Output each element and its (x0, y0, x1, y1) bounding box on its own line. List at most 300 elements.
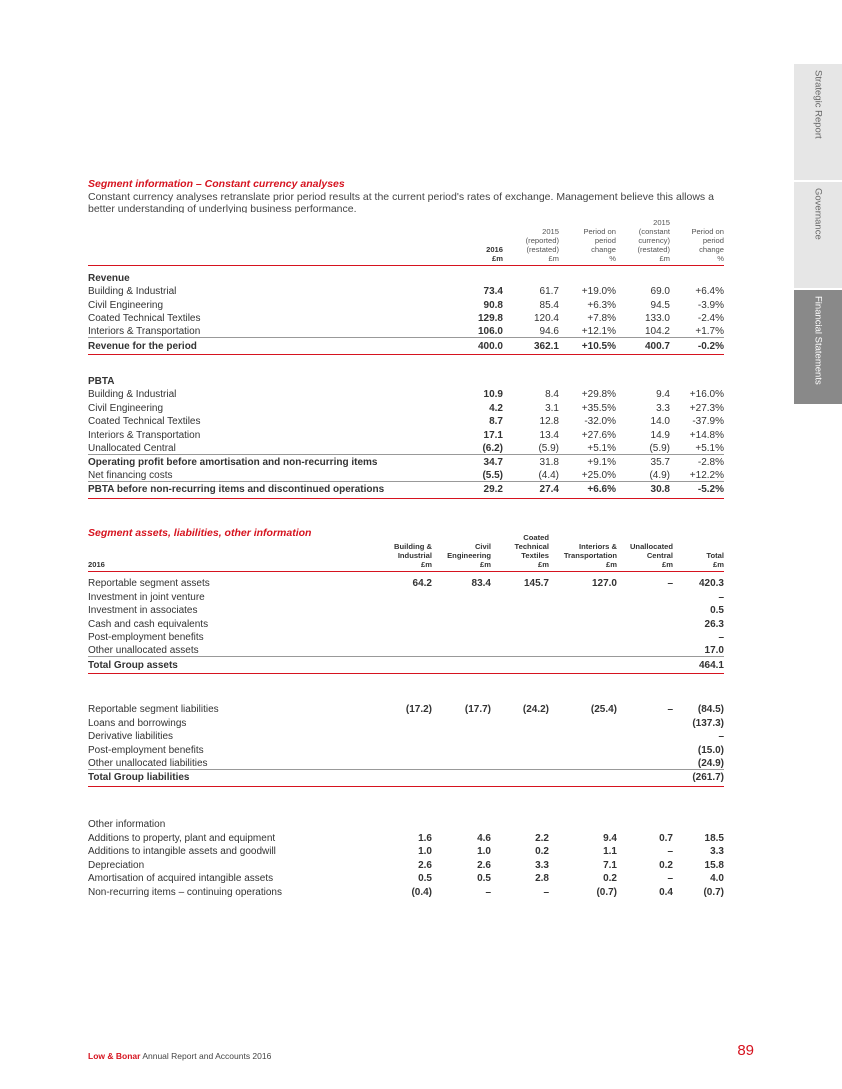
column-header (448, 218, 503, 266)
row-label: Building & Industrial (88, 286, 177, 297)
row-label: Amortisation of acquired intangible assets (88, 873, 274, 884)
revenue-heading-row (88, 266, 724, 284)
row-value: – (718, 632, 724, 643)
table-row (88, 857, 724, 871)
row-value: 4.6 (477, 832, 491, 844)
column-header-line: (restated) (526, 245, 559, 254)
row-value (491, 603, 549, 617)
row-label: Total Group liabilities (88, 769, 374, 786)
row-value: 85.4 (539, 299, 559, 311)
row-value (374, 630, 432, 644)
table-row (88, 576, 724, 590)
row-value (491, 630, 549, 644)
column-header-line: £m (492, 254, 503, 263)
column-header-line (432, 533, 491, 542)
row-value: 9.4 (603, 832, 617, 844)
row-label: Investment in joint venture (88, 591, 205, 603)
row-value: 27.4 (503, 481, 559, 498)
column-header-line: £m (606, 560, 617, 569)
column-header-line: Engineering (447, 551, 491, 560)
row-value: 420.3 (698, 578, 724, 589)
row-label: Non-recurring items – continuing operations (88, 886, 282, 898)
row-value: 64.2 (412, 578, 432, 589)
row-value: +9.1% (559, 454, 616, 468)
row-value: +12.1% (581, 326, 616, 337)
column-header (673, 533, 724, 572)
column-header (559, 218, 616, 266)
row-value: (4.4) (538, 469, 559, 481)
row-value (617, 603, 673, 617)
row-label: Cash and cash equivalents (88, 618, 209, 630)
side-tab-label: Strategic Report (812, 70, 824, 139)
row-value (491, 715, 549, 729)
spacer-cell (88, 786, 724, 800)
row-label: Operating profit before amortisation and non-recurring items (88, 454, 448, 468)
table-row (88, 589, 724, 603)
row-value: 400.7 (616, 338, 670, 355)
row-value: 61.7 (539, 286, 559, 297)
row-value: +29.8% (581, 389, 616, 400)
spacer-cell (88, 800, 724, 814)
column-header-line: Transportation (563, 551, 617, 560)
row-value: (15.0) (697, 744, 724, 756)
row-label: Civil Engineering (88, 299, 164, 311)
row-value: +6.4% (695, 286, 724, 297)
row-value: 1.0 (418, 846, 432, 857)
row-value: +16.0% (689, 389, 724, 400)
row-value: 0.5 (418, 873, 432, 884)
table-row (88, 830, 724, 844)
table-row (88, 481, 724, 498)
row-value: +7.8% (587, 313, 616, 324)
table-row (88, 441, 724, 455)
row-value: +5.1% (587, 442, 616, 454)
footer-text: Annual Report and Accounts 2016 (142, 1051, 272, 1061)
row-value: 4.2 (489, 402, 503, 414)
table-row (88, 387, 724, 401)
column-header-line (503, 218, 559, 227)
row-value: +14.8% (689, 429, 724, 441)
table-row (88, 729, 724, 743)
row-value (374, 657, 432, 674)
table-header-row (88, 533, 724, 572)
row-value (549, 630, 617, 644)
row-value (549, 769, 617, 786)
row-value: (17.7) (464, 704, 491, 715)
row-value (617, 756, 673, 770)
section-heading: Revenue (88, 272, 130, 284)
spacer-cell (88, 674, 724, 688)
row-value: 3.3 (535, 859, 549, 871)
pbta-heading-row (88, 369, 724, 387)
column-header-line (670, 218, 724, 227)
row-value: 3.1 (545, 402, 559, 414)
row-label: Depreciation (88, 859, 145, 871)
row-label: Net financing costs (88, 469, 173, 481)
row-value (491, 769, 549, 786)
page-footer (88, 1051, 271, 1061)
row-value (432, 657, 491, 674)
row-value: 94.6 (539, 326, 559, 337)
spacer-row (88, 786, 724, 800)
row-value: – (667, 873, 673, 884)
row-value (491, 643, 549, 657)
column-header-line: Technical (514, 542, 549, 551)
row-label: Revenue for the period (88, 338, 448, 355)
column-header-line (673, 533, 724, 542)
column-header-line: £m (713, 560, 724, 569)
table-row (88, 311, 724, 325)
row-value (491, 616, 549, 630)
row-value: 1.6 (418, 832, 432, 844)
row-value (549, 643, 617, 657)
row-value: 127.0 (591, 578, 617, 589)
spacer-cell (88, 688, 724, 702)
spacer-row (88, 355, 724, 369)
spacer-row (88, 674, 724, 688)
table-row (88, 871, 724, 885)
row-value (432, 616, 491, 630)
row-value: 0.7 (659, 832, 673, 844)
table-row (88, 414, 724, 428)
row-label: Reportable segment liabilities (88, 704, 219, 715)
row-value: 35.7 (616, 454, 670, 468)
row-label: Coated Technical Textiles (88, 313, 201, 324)
table-row (88, 616, 724, 630)
row-value: 4.0 (710, 873, 724, 884)
row-value: – (718, 591, 724, 603)
row-value (549, 756, 617, 770)
row-label: Building & Industrial (88, 389, 177, 400)
row-value: 1.0 (477, 846, 491, 857)
row-label: Post-employment benefits (88, 632, 204, 643)
column-header-line: Civil (474, 542, 491, 551)
row-value: 0.2 (659, 859, 673, 871)
row-value (374, 603, 432, 617)
row-value: +1.7% (695, 326, 724, 337)
column-header-line (549, 533, 617, 542)
table-row (88, 769, 724, 786)
table-row (88, 603, 724, 617)
spacer-row (88, 800, 724, 814)
row-label: Interiors & Transportation (88, 429, 201, 441)
column-header (432, 533, 491, 572)
row-value: 69.0 (650, 286, 670, 297)
row-value: +6.3% (587, 299, 616, 311)
row-value (374, 715, 432, 729)
table-row (88, 742, 724, 756)
row-value: 26.3 (704, 618, 724, 630)
row-value: 73.4 (483, 286, 503, 297)
row-value: 133.0 (644, 313, 670, 324)
column-header-line: Building & (394, 542, 432, 551)
row-value: +12.2% (689, 469, 724, 481)
row-value: 0.2 (603, 873, 617, 884)
row-value: +27.6% (581, 429, 616, 441)
column-header-line (559, 218, 616, 227)
page-number: 89 (737, 1042, 754, 1059)
column-header-line: Coated (523, 533, 549, 542)
side-tab-label: Governance (812, 188, 824, 240)
row-value: 13.4 (539, 429, 559, 441)
row-label: Reportable segment assets (88, 578, 210, 589)
column-header-line: Central (646, 551, 673, 560)
row-value: 18.5 (704, 832, 724, 844)
row-value (432, 630, 491, 644)
row-value (491, 589, 549, 603)
column-header-line (374, 533, 432, 542)
side-tab-financial-statements[interactable] (794, 290, 842, 404)
column-header-line: (restated) (637, 245, 670, 254)
row-value (374, 756, 432, 770)
row-value: 104.2 (644, 326, 670, 337)
section-heading: Other information (88, 819, 166, 830)
row-value: 7.1 (603, 859, 617, 871)
row-value: -2.4% (697, 313, 724, 324)
table-row (88, 630, 724, 644)
row-value: (0.4) (411, 886, 432, 898)
table-row (88, 715, 724, 729)
column-header-line: % (717, 254, 724, 263)
row-value (374, 589, 432, 603)
row-value (374, 769, 432, 786)
column-header-line (448, 227, 503, 236)
column-header (503, 218, 559, 266)
row-value (491, 657, 549, 674)
column-header-line: £m (548, 254, 559, 263)
table-row (88, 756, 724, 770)
row-value: 17.1 (483, 429, 503, 441)
column-header-line: £m (421, 560, 432, 569)
row-value (549, 742, 617, 756)
row-label: Additions to property, plant and equipment (88, 832, 276, 844)
row-value: (261.7) (673, 769, 724, 786)
row-value: (137.3) (692, 717, 724, 729)
row-value: 3.3 (710, 846, 724, 857)
row-value: +35.5% (581, 402, 616, 414)
column-header-line: Period on (691, 227, 724, 236)
column-header (374, 533, 432, 572)
row-value: 9.4 (656, 389, 670, 400)
row-value: 8.7 (489, 416, 503, 427)
column-header (491, 533, 549, 572)
column-header-line: 2015 (542, 227, 559, 236)
row-value (617, 643, 673, 657)
column-header-line: change (699, 245, 724, 254)
row-value (549, 603, 617, 617)
row-value: (24.9) (697, 757, 724, 769)
year-header: 2016 (88, 533, 374, 572)
row-value: 362.1 (503, 338, 559, 355)
segment-assets-table (88, 533, 724, 898)
table-row (88, 400, 724, 414)
row-value: 400.0 (448, 338, 503, 355)
row-value (617, 657, 673, 674)
column-header-line (448, 236, 503, 245)
row-value: 2.6 (477, 859, 491, 871)
column-header-line: (reported) (525, 236, 559, 245)
row-value: 0.2 (535, 846, 549, 857)
row-value (374, 742, 432, 756)
row-label: Civil Engineering (88, 402, 164, 414)
row-value: 30.8 (616, 481, 670, 498)
row-value: 2.6 (418, 859, 432, 871)
row-value: 0.5 (477, 873, 491, 884)
row-value (549, 729, 617, 743)
row-value (549, 715, 617, 729)
row-value: -5.2% (670, 481, 724, 498)
row-value: -0.2% (670, 338, 724, 355)
table-row (88, 643, 724, 657)
row-value: 90.8 (483, 299, 503, 311)
table-row (88, 338, 724, 355)
row-value: 34.7 (448, 454, 503, 468)
spacer-cell (88, 355, 724, 369)
column-header-line: Unallocated (629, 542, 673, 551)
row-value: (0.7) (703, 886, 724, 898)
column-header (549, 533, 617, 572)
column-header (616, 218, 670, 266)
row-value: -37.9% (692, 416, 724, 427)
row-value (432, 603, 491, 617)
row-value (432, 756, 491, 770)
row-value (617, 630, 673, 644)
row-value: – (718, 731, 724, 742)
row-value: (24.2) (522, 704, 549, 715)
column-header-line: £m (662, 560, 673, 569)
row-value: 464.1 (673, 657, 724, 674)
column-header-line: Interiors & (579, 542, 617, 551)
row-value (491, 756, 549, 770)
row-value: 94.5 (650, 299, 670, 311)
row-value: -3.9% (697, 299, 724, 311)
row-value: +10.5% (559, 338, 616, 355)
row-value: 1.1 (603, 846, 617, 857)
row-label: Loans and borrowings (88, 717, 187, 729)
column-header-line (617, 533, 673, 542)
row-value: 31.8 (503, 454, 559, 468)
section-heading: PBTA (88, 375, 115, 387)
row-value: – (667, 846, 673, 857)
row-label: Unallocated Central (88, 442, 176, 454)
row-value (617, 589, 673, 603)
row-value: 15.8 (704, 859, 724, 871)
other-info-heading-row (88, 814, 724, 830)
row-value (432, 643, 491, 657)
row-value (432, 742, 491, 756)
row-value: 8.4 (545, 389, 559, 400)
row-value: 0.4 (659, 886, 673, 898)
row-value: 2.2 (535, 832, 549, 844)
table-row (88, 884, 724, 898)
side-tab-strategic-report[interactable] (794, 64, 842, 180)
row-value: 14.0 (650, 416, 670, 427)
row-value: (17.2) (405, 704, 432, 715)
table-row (88, 844, 724, 858)
table-row (88, 297, 724, 311)
row-value (374, 729, 432, 743)
column-header-line: period (594, 236, 616, 245)
row-value: – (485, 886, 491, 898)
row-value (617, 769, 673, 786)
row-value: (4.9) (649, 469, 670, 481)
row-value: (6.2) (482, 442, 503, 454)
row-value: (0.7) (596, 886, 617, 898)
row-value: – (667, 578, 673, 589)
row-value (549, 657, 617, 674)
row-label: Post-employment benefits (88, 744, 204, 756)
column-header-line: Total (706, 551, 724, 560)
row-value (549, 616, 617, 630)
table-header-row (88, 218, 724, 266)
column-header-line: period (702, 236, 724, 245)
row-value: +19.0% (581, 286, 616, 297)
column-header-line: % (609, 254, 616, 263)
table-row (88, 454, 724, 468)
row-label: Interiors & Transportation (88, 326, 201, 337)
row-value: +25.0% (581, 469, 616, 481)
side-tab-label: Financial Statements (812, 296, 824, 385)
footer-brand: Low & Bonar (88, 1051, 141, 1061)
row-value: 129.8 (477, 313, 503, 324)
column-header-line: 2016 (486, 245, 503, 254)
row-value: 10.9 (483, 389, 503, 400)
row-label: Derivative liabilities (88, 731, 174, 742)
column-header-line: 2015 (653, 218, 670, 227)
row-value: – (543, 886, 549, 898)
row-value: 14.9 (650, 429, 670, 441)
row-value (491, 729, 549, 743)
row-value: 83.4 (471, 578, 491, 589)
row-label: PBTA before non-recurring items and discontinued operations (88, 481, 448, 498)
side-tab-governance[interactable] (794, 180, 842, 288)
row-value: (5.5) (482, 469, 503, 481)
row-value: +27.3% (689, 402, 724, 414)
row-value: 145.7 (523, 578, 549, 589)
row-value: (5.9) (649, 442, 670, 454)
row-value (374, 616, 432, 630)
row-value: 0.5 (710, 605, 724, 616)
column-header-line: currency) (638, 236, 670, 245)
row-label: Coated Technical Textiles (88, 416, 201, 427)
column-header-line (673, 542, 724, 551)
column-header-line: Textiles (521, 551, 549, 560)
column-header (670, 218, 724, 266)
row-value (432, 715, 491, 729)
row-value: – (667, 704, 673, 715)
row-value: +6.6% (559, 481, 616, 498)
constant-currency-title: Segment information – Constant currency analyses (88, 178, 345, 190)
row-label: Other unallocated assets (88, 645, 199, 656)
column-header (617, 533, 673, 572)
table-row (88, 427, 724, 441)
row-value: -32.0% (584, 416, 616, 427)
column-header-line: £m (659, 254, 670, 263)
table-row (88, 284, 724, 298)
table-row (88, 702, 724, 716)
row-value: (25.4) (590, 704, 617, 715)
column-header-line: change (591, 245, 616, 254)
column-header-line: Period on (583, 227, 616, 236)
column-header-line: £m (480, 560, 491, 569)
row-value: 2.8 (535, 873, 549, 884)
row-value: +5.1% (695, 442, 724, 454)
row-value (617, 616, 673, 630)
table-row (88, 657, 724, 674)
column-header-line: Industrial (397, 551, 432, 560)
row-value: 3.3 (656, 402, 670, 414)
table-row (88, 324, 724, 338)
